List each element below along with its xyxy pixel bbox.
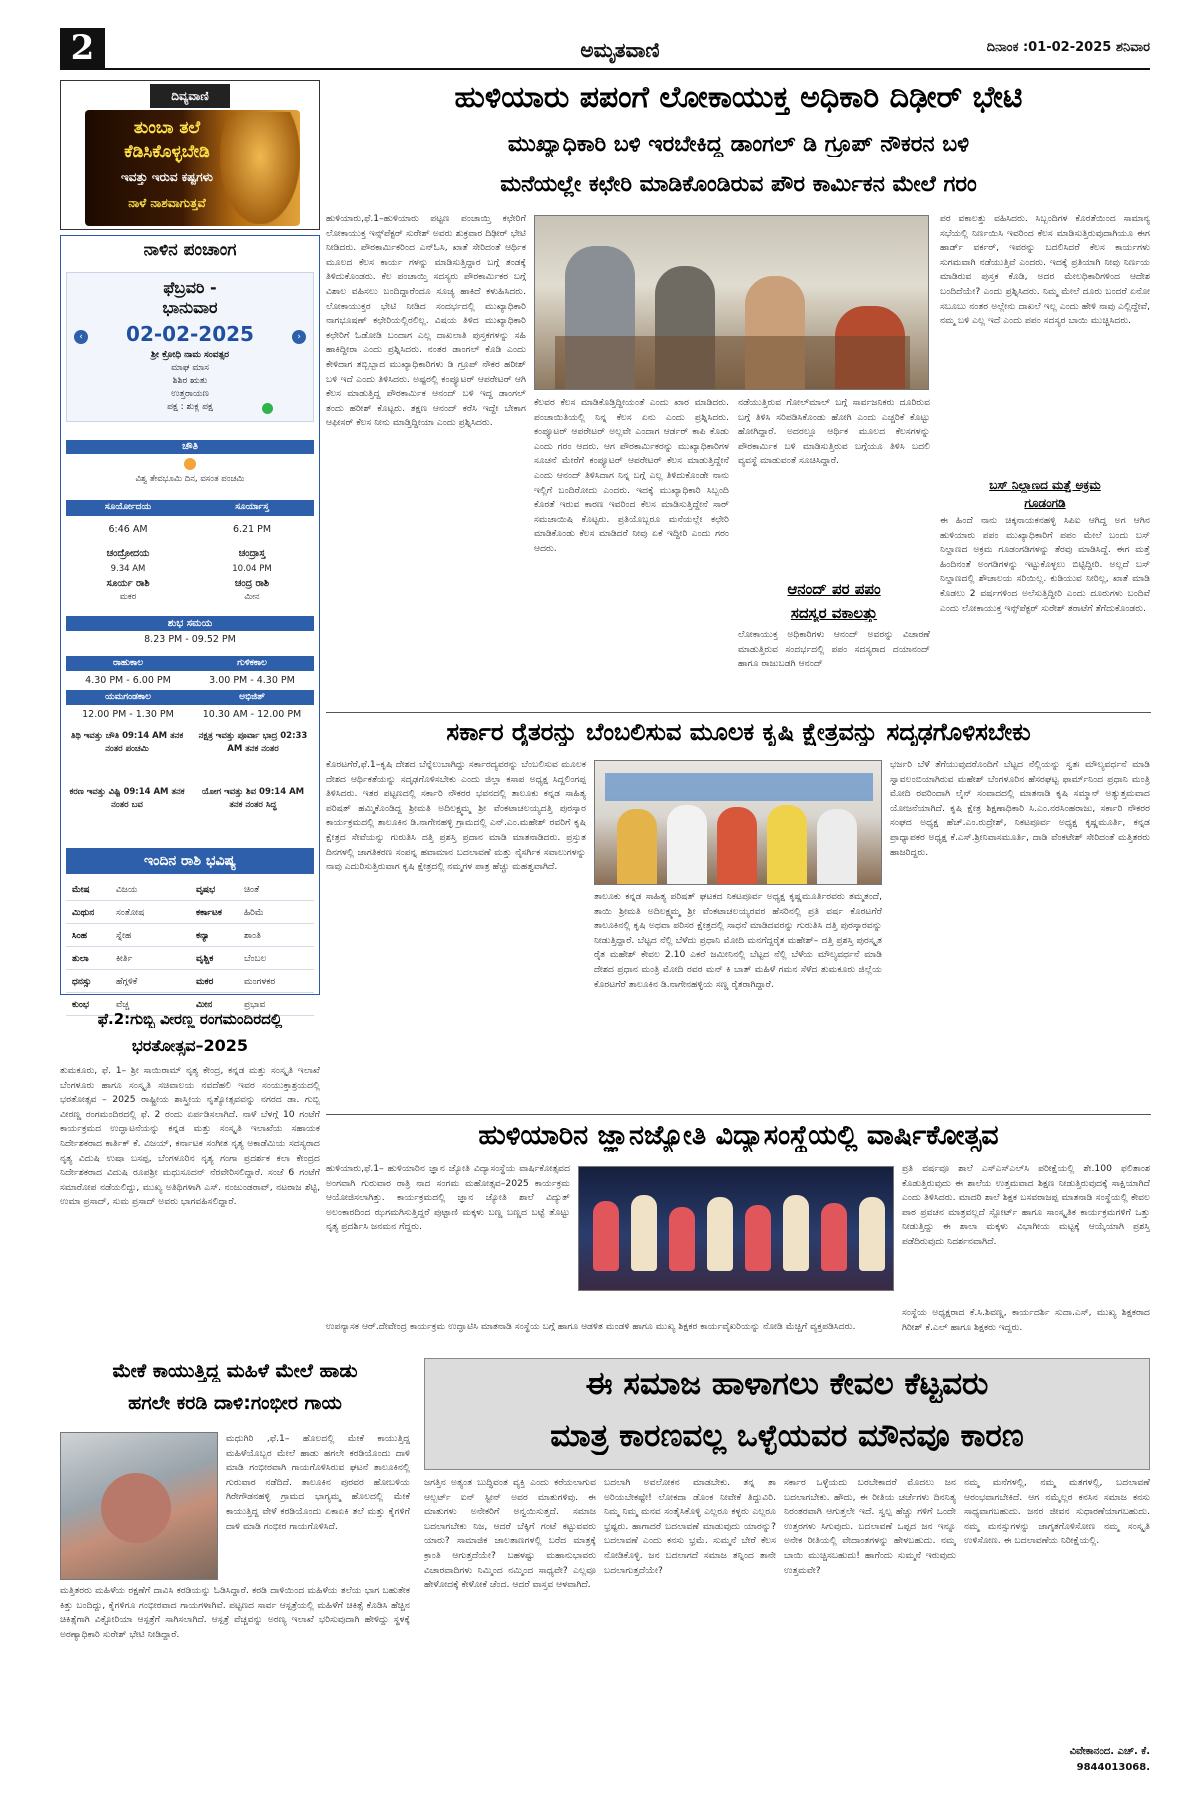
rashi-prediction: ಸಂತೋಷ [116,908,145,918]
chandra-rashi: ಮೀನ [244,592,260,602]
yama-label: ಯಮಗಂಡಕಾಲ [105,692,151,702]
rashi-name: ಮೀನ [196,1000,213,1010]
jnanajyothi-photo [578,1166,894,1291]
guest-figure-5 [817,809,857,885]
rashi-row [66,880,314,901]
festival-text: ವಿಶ್ವ ತೇವಭೂಮಿ ದಿನ, ವಸಂತ ಪಂಚಮಿ [135,474,245,484]
krishi-col-2: ತಾಲೂಕು ಕನ್ನಡ ಸಾಹಿತ್ಯ ಪರಿಷತ್ ಘಟಕದ ನಿಕಟಪೂರ್ವ ಅಧ್ಯಕ್ಷ ಕೃಷ್ಣಮೂರ್ತಿರವರು ತಮ್ಮತಂದೆ, ತಾಯಿ ಶ್ರೀಮತಿ ಅದಿಲಕ್ಷ್ಮಮ್ಮ ಶ್ರೀ ವೆಂಕಟಾಚಲಯ್ಯರವರ ಹೆಸರಿನಲ್ಲಿ ಪ್ರತಿ ವರ್ಷ ಕೊರಟಗೆರೆ ತಾಲೂಕಿನಲ್ಲಿ ಕೃಷಿ ಅಥವಾ ಪರಿಸರ ಕ್ಷೇತ್ರದಲ್ಲಿ ಸಾಧನೆ ಮಾಡಿದವರನ್ನು ಗುರುತಿಸಿ ದತ್ತಿ ಪುರಸ್ಕಾರವನ್ನು ನೀಡುತ್ತಿದ್ದಾರೆ. ಬೆಟ್ಟದ ನೆಲ್ಲಿ ಬೆಳೆದು ಪ್ರಧಾನಿ ಮೋದಿ ಮನಗೆದ್ದರೈತ ಮಹೇಶ್– ದತ್ತಿ ಪ್ರಶಸ್ತಿ ಪುರಸ್ಕೃತ ರೈತ ಮಹೇಶ್ ಕೇವಲ 2.10 ಎಕರೆ ಜಮೀನಿನಲ್ಲಿ ಬೆಟ್ಟದ ನೆಲ್ಲಿ ಬೆಳೆಯ ಮೌಲ್ಯವರ್ಧನೆ ಮಾಡಿ ದೇಶದ ಪ್ರಧಾನ ಮಂತ್ರಿ ಮೋದಿ ರವರ ಮನ್ ಕಿ ಬಾತ್ ಮಹಿಳೆ ಗಮನ ಸೆಳೆದ ತುಮಕೂರು ಜಿಲ್ಲೆಯ ಕೊರಟಗೆರೆ ತಾಲೂಕಿನ ಡಿ.ನಾಗೇನಹಳ್ಳಿಯ ಸಣ್ಣ ರೈತರಾಗಿದ್ದಾರೆ. [594,891,882,990]
rashi-name: ವೃಶ್ಚಿಕ [196,954,214,964]
banner [605,773,873,801]
krishi-col-3: ಭರ್ಜರಿ ಬೆಳೆ ತೆಗೆಯುವುದರೊಂದಿಗೆ ಬೆಟ್ಟದ ನೆಲ್ಲಿಯನ್ನು ಸ್ವತಃ ಮೌಲ್ಯವರ್ಧನೆ ಮಾಡಿ ಸ್ವಾವಲಂಬಿಯಾಗಿರುವ ಮಹೇಶ್ ಬೆಂಗಳೂರಿನ ಹೆಸರಘಟ್ಟ ಫಾರ್ಮ್‌ನಿಂದ ಪ್ರಧಾನಿ ಮಂತ್ರಿ ಮೋದಿ ರವರಿಂದಾಗಿ ಲೈನ್ ಸಂವಾದದಲ್ಲಿ ಮಾತನಾಡಿ ಕೃಷಿ ಸಮ್ಮಾನ್ ಅತ್ಯುತ್ತಮವಾದ ಯೋಜನೆಯಾಗಿದೆ. ಕೃಷಿ ಕ್ಷೇತ್ರ ಶಿಕ್ಷಣಾಧಿಕಾರಿ ಸಿ.ಎಂ.ನರಸಿಂಹರಾಜು, ಸರ್ಕಾರಿ ನೌಕರರ ಸಂಘದ ಅಧ್ಯಕ್ಷ ಹೆಚ್.ಎಂ.ರುದ್ರೇಶ್, ನಿಕಟಪೂರ್ವ ಅಧ್ಯಕ್ಷ ಕೃಷ್ಣಮೂರ್ತಿ, ಕನ್ನಡ ಪ್ರಾಧ್ಯಾಪಕರ ಅಧ್ಯಕ್ಷ ಕೆ.ಎಸ್.ಶ್ರೀನಿವಾಸಮೂರ್ತಿ, ದಾಡಿ ವೆಂಕಟೇಶ್ ಸೇರಿದಂತೆ ಮತ್ತಿತರರು ಹಾಜರಿದ್ದರು. [890,759,1150,858]
mekke-col-2: ಮತ್ತಿತರರು ಮಹಿಳೆಯ ರಕ್ಷಣೆಗೆ ದಾವಿಸಿ ಕರಡಿಯನ್ನು ಓಡಿಸಿದ್ದಾರೆ. ಕರಡಿ ದಾಳಿಯಿಂದ ಮಹಿಳೆಯ ತಲೆಯ ಭಾಗ ಬಹುತೇಕ ಕಿತ್ತು ಬಂದಿದ್ದು, ಕೈಗಳಿಗೂ ಗಂಭೀರವಾದ ಗಾಯಗಳಾಗಿವೆ. ಪಟ್ಟಣದ ಸಾರ್ವ ಆಸ್ಪತ್ರೆಯಲ್ಲಿ ಮಹಿಳೆಗೆ ಚಿಕಿತ್ಸೆ ಕೊಡಿಸಿ ಹೆಚ್ಚಿನ ಚಿಕಿತ್ಸೆಗಾಗಿ ವಿಕ್ಟೋರಿಯಾ ಆಸ್ಪತ್ರೆಗೆ ಸಾಗಿಸಲಾಗಿದೆ. ಆಸ್ಪತ್ರೆ ವೆಚ್ಚವನ್ನು ಅರಣ್ಯ ಇಲಾಖೆ ಭರಿಸುವುದಾಗಿ ಹೇಳಿದ್ದು ಸ್ಥಳಕ್ಕೆ ಅರಣ್ಯಾಧಿಕಾರಿ ಸುರೇಶ್ ಭೇಟಿ ನೀಡಿದ್ದಾರೆ. [60,1585,410,1640]
nakshatra-text: ನಕ್ಷತ್ರ ಇವತ್ತು ಪೂರ್ವಾ ಭಾದ್ರ 02:33 AM ತನಕ ನಂತರ [198,731,308,754]
dancer-3 [669,1207,695,1271]
samaja-col-4: ನಮ್ಮ ಮನೆಗಳಲ್ಲಿ, ನಮ್ಮ ಮತಗಳಲ್ಲಿ, ಬದಲಾವಣೆ ಆರಂಭವಾಗಬೇಕಿದೆ. ಆಗ ನಮ್ಮೆಲ್ಲರ ಕನಸಿನ ಸಮಾಜ ಕನಸು ಸಾಧ್ಯವಾಗಬಹುದು. ಜನರ ಜೀವನ ಸುಧಾರಣೆಯಾಗಬಹುದು. ನಮ್ಮ ಮನಸ್ಸುಗಳನ್ನು ಜಾಗೃತಗೊಳಿಸೋಣ ನಮ್ಮ ಸಂಸ್ಕೃತಿ ಉಳಿಸೋಣ. ಈ ಬದಲಾವಣೆಯ ನಿರೀಕ್ಷೆಯಲ್ಲಿ. [964,1477,1150,1547]
sunrise-label: ಸೂರ್ಯೋದಯ [104,502,152,512]
rashi-prediction: ವಿಜಯ [116,885,138,895]
rashi-row [66,926,314,947]
lokayukta-col-2: ಕೆಲವರ ಕೆಲಸ ಮಾಡಿಕೊಡ್ತಿದ್ದೀಯಂತೆ ಎಂದು ಖಾರ ಮಾಡಿದರು. ಪಂಚಾಯಿತಿಯಲ್ಲಿ ನಿನ್ನ ಕೆಲಸ ಏನು ಎಂದು ಪ್ರಶ್ನಿಸಿದರು. ಕಂಪ್ಯೂಟರ್ ಆಪರೇಟರ್ ಅಲ್ಲವೇ ಎಂದಾಗ ಆರ್ಡರ್ ಕಾಪಿ ಕೊಡು ಎಂದು ಗರಂ ಆದರು. ಆಗ ಪೌರಕಾರ್ಮಿಕರನ್ನು ಮುಖ್ಯಾಧಿಕಾರಿಗಳ ಸೂಚನೆ ಮೇರೆಗೆ ಕಂಪ್ಯೂಟರ್ ಆಪರೇಟರ್ ಕೆಲಸ ಮಾಡುತ್ತಿದ್ದೇನೆ ಎಂದು ಆನಂದ್ ತಿಳಿಸಿದಾಗ ನಿನ್ನ ಬಗ್ಗೆ ಎಲ್ಲ ತಿಳಿದುಕೊಂಡೇ ನಾನು ಇಲ್ಲಿಗೆ ಬಂದಿರೋದು ಎಂದರು. ಇದಕ್ಕೆ ಮುಖ್ಯಾಧಿಕಾರಿ ಸಿಬ್ಬಂದಿ ಕೊರತೆ ಇರುವ ಕಾರಣ ಇವರಿಂದ ಕೆಲಸ ಮಾಡಿಸುತ್ತಿದ್ದೇನೆ ಸಾರ್ ಸಮಜಾಯಿಷಿ ಕೊಟ್ಟರು. ಪ್ರತಿಯೊಬ್ಬರೂ ಮನೆಯಲ್ಲೇ ಕಛೇರಿ ಮಾಡಿಕೊಂಡು ಕೆಲಸ ಮಾಡಿದರೆ ನೀವು ಏಕೆ ಇದ್ದೀರಿ ಎಂದು ಗರಂ ಆದರು. [534,397,729,554]
rahu-label: ರಾಹುಕಾಲ [112,658,144,668]
samaja-col-1: ಜಗತ್ತಿನ ಅತ್ಯಂತ ಬುದ್ಧಿವಂತ ವ್ಯಕ್ತಿ ಎಂದು ಕರೆಯಲಾಗುವ ಆಲ್ಬರ್ಟ್ ಐನ್ ಸ್ಟೀನ್ ಅವರ ಮಾತುಗಳಿವು. ಈ ಮಾತುಗಳು ಅನೇಕರಿಗೆ ಅನ್ವಯಿಸುತ್ತದೆ. ಸಮಾಜ ಬದಲಾಗಬೇಕು ನಿಜ, ಆದರೆ ಬೆಕ್ಕಿಗೆ ಗಂಟೆ ಕಟ್ಟುವವರು ಯಾರು? ಸಾಮಾಜಿಕ ಜಾಲತಾಣಗಳಲ್ಲಿ ಬರೆದ ಮಾತ್ರಕ್ಕೆ ಕ್ರಾಂತಿ ಆಗುತ್ತದೆಯೇ? ಬಹಳಷ್ಟು ಮಹಾನುಭಾವರು ವಿಚಾರವಾದಿಗಳು ನಿಮ್ಮಿಂದ ನಮ್ಮಿಂದ ಸಾಧ್ಯವೇ? ಎಲ್ಲವೂ ಹೇಳೋದಕ್ಕೆ ಕೇಳೋಕೆ ಚೆಂದ. ಆದರೆ ವಾಸ್ತವ ಆಳವಾಗಿದೆ. [424,1477,596,1591]
panchanga-month: ಫೆಬ್ರವರಿ - [163,278,217,297]
abhijit-time: 10.30 AM - 12.00 PM [202,709,302,720]
moonrise-label: ಚಂದ್ರೋದಯ [106,548,150,559]
rashi-prediction: ಹಿರಿಮೆ [244,908,264,918]
masthead-date: ದಿನಾಂಕ :01-02-2025 ಶನಿವಾರ [986,40,1150,55]
desk [555,336,910,390]
rashi-row [66,903,314,924]
samaja-author: ವಿವೇಕಾನಂದ. ಎಚ್. ಕೆ. [1069,1746,1150,1757]
surya-rashi: ಮಕರ [119,592,137,602]
gulika-label: ಗುಳಿಕಕಾಲ [237,658,267,668]
shubha-bar: ಶುಭ ಸಮಯ [66,616,314,631]
samaja-headline-1: ಈ ಸಮಾಜ ಹಾಳಾಗಲು ಕೇವಲ ಕೆಟ್ಟವರು [585,1366,989,1402]
panchanga-title: ನಾಳಿನ ಪಂಚಾಂಗ [143,240,237,260]
lokayukta-subhead-2: ಮನೆಯಲ್ಲೇ ಕಛೇರಿ ಮಾಡಿಕೊಂಡಿರುವ ಪೌರ ಕಾರ್ಮಿಕನ ಮೇಲೆ ಗರಂ [500,172,977,197]
ganesha-icon [184,458,196,470]
rashi-name: ಮಕರ [196,977,214,987]
rashi-prediction: ಶಾಂತಿ [244,931,261,941]
masthead-title: ಅಮೃತವಾಣಿ [580,38,660,62]
rashi-row [66,972,314,993]
surya-rashi-label: ಸೂರ್ಯ ರಾಶಿ [106,578,150,589]
lokayukta-col-4b: ಈ ಹಿಂದೆ ನಾನು ಚಿಕ್ಕನಾಯಕನಹಳ್ಳಿ ಸಿಪಿಐ ಆಗಿದ್ದ ಅಗ ಆಗಿನ ಹುಳಿಯಾರು ಪಪಂ ಮುಖ್ಯಾಧಿಕಾರಿಗೆ ಪಪಂ ಮೇಲೆ ಬಂದು ಬಸ್ ನಿಲ್ದಾಣದ ಅಕ್ರಮ ಗೂಡಂಗಡಿಗಳನ್ನು ತೆರವು ಮಾಡಿಸಿದ್ದೆ. ಈಗ ಮತ್ತೆ ಹಿಂದಿನಂತೆ ಅಂಗಡಿಗಳನ್ನು ಇಟ್ಟುಕೊಳ್ಳಲು ಬಿಟ್ಟಿದ್ದೀರಿ. ಅಲ್ಲದೆ ಬಸ್ ನಿಲ್ದಾಣದಲ್ಲಿ ಶೌಚಾಲಯ ಸರಿಯಿಲ್ಲ. ಕುಡಿಯುವ ನೀರಿಲ್ಲ, ಖಾತೆ ಮಾಡಿ ಕೊಡಲು 2 ವರ್ಷಗಳಿಂದ ಅಲೆಸುತ್ತಿದ್ದೀರಿ ಎಂದು ದೂರುಗಳು ಬಂದಿವೆ ಎಂದು ಲೋಕಾಯುಕ್ತ ಇನ್ಸ್‌ಪೆಕ್ಟರ್ ಸುರೇಶ್ ತರಾಟೆಗೆ ತೆಗೆದುಕೊಂಡರು. [940,515,1150,614]
gulika-time: 3.00 PM - 4.30 PM [209,675,295,686]
samaja-col-2: ಬದಲಾಗಿ ಅವಲೋಕನ ಮಾಡಬೇಕು. ತನ್ನ ತಾ ಅರಿಯಬೇಕಷ್ಟೇ! ಲೋಕದಾ ಡೊಂಕ ನೀವೇಕೆ ತಿದ್ದುವಿರಿ. ನಿಮ್ಮ ನಿಮ್ಮ ಮನವ ಸಂತೈಸಿಕೊಳ್ಳಿ ಎಲ್ಲರೂ ಕಳ್ಳರು ಎಲ್ಲರೂ ಭ್ರಷ್ಟರು. ಹಾಗಾದರೆ ಬದಲಾವಣೆ ಮಾಡುವುದು ಯಾರನ್ನು? ಬದಲಾವಣೆ ಎಂದು ಕನಸು ಭ್ರಮೆ. ಸುಮ್ಮನೆ ಬೇರೆ ಕೆಲಸ ನೋಡಿಕೊಳ್ಳಿ. ಜನ ಬದಲಾಗದೆ ಸಮಾಜ ತನ್ನಿಂದ ತಾನೇ ಬದಲಾಗುತ್ತದೆಯೇ? [604,1477,776,1576]
rashi-title: ಇಂದಿನ ರಾಶಿ ಭವಿಷ್ಯ [66,848,314,874]
prev-day-icon[interactable]: ‹ [74,330,88,344]
divyavani-line-4: ನಾಳೆ ನಾಶವಾಗುತ್ತವೆ [128,196,206,210]
dancer-4 [707,1197,733,1271]
bharatotsava-headline-1: ಫೆ.2:ಗುಬ್ಬಿ ವೀರಣ್ಣ ರಂಗಮಂದಿರದಲ್ಲಿ [97,1010,283,1028]
sunrise-time: 6:46 AM [108,524,148,535]
chandra-rashi-label: ಚಂದ್ರ ರಾಶಿ [234,578,270,589]
rahu-time: 4.30 PM - 6.00 PM [85,675,171,686]
jnanajyothi-col-1b: ಉಪನ್ಯಾಸಕ ಆರ್.ದೇವೇಂದ್ರ ಕಾರ್ಯಕ್ರಮ ಉದ್ಘಾಟಿಸಿ ಮಾತನಾಡಿ ಸಂಸ್ಥೆಯ ಬಗ್ಗೆ ಹಾಗೂ ಆಡಳಿತ ಮಂಡಳಿ ಹಾಗೂ ಮುಖ್ಯ ಶಿಕ್ಷಕರ ಕಾರ್ಯವೈಖರಿಯನ್ನು ನೋಡಿ ಮೆಚ್ಚಿಗೆ ವ್ಯಕ್ತಪಡಿಸಿದರು. [326,1321,856,1332]
masthead-rule [60,68,1150,70]
yoga-text: ಯೋಗ ಇವತ್ತು ಶಿವ 09:14 AM ತನಕ ನಂತರ ಸಿದ್ಧ [201,787,305,810]
rashi-name: ಕರ್ಕಾಟಕ [196,908,222,918]
rashi-prediction: ಬೆಂಬಲ [244,954,267,964]
panchanga-ritu: ಶಿಶಿರ ಋತು [172,376,208,386]
lokayukta-subhead-1: ಮುಖ್ಯಾಧಿಕಾರಿ ಬಳಿ ಇರಬೇಕಿದ್ದ ಡಾಂಗಲ್ ಡಿ ಗ್ರೂಪ್ ನೌಕರನ ಬಳಿ [507,132,970,157]
rashi-name: ಕನ್ಯಾ [196,931,210,941]
panchanga-masa: ಮಾಘ ಮಾಸ [171,363,209,373]
tithi-text: ತಿಥಿ ಇವತ್ತು ಚೌತಿ 09:14 AM ತನಕ ನಂತರ ಪಂಚಮಿ [70,731,184,754]
bharatotsava-headline-2: ಭರತೋತ್ಸವ–2025 [131,1036,249,1055]
sunset-time: 6.21 PM [232,524,272,535]
guest-figure-2 [667,805,707,885]
moonset-time: 10.04 PM [232,564,272,574]
mekke-photo [60,1432,218,1580]
section-divider [326,712,1151,713]
panchanga-ayana: ಉತ್ತರಾಯಣ [171,389,209,399]
krishi-headline: ಸರ್ಕಾರ ರೈತರನ್ನು ಬೆಂಬಲಿಸುವ ಮೂಲಕ ಕೃಷಿ ಕ್ಷೇತ್ರವನ್ನು ಸದೃಢಗೊಳಿಸಬೇಕು [446,718,1031,746]
jnanajyothi-headline: ಹುಳಿಯಾರಿನ ಜ್ಞಾನಜ್ಯೋತಿ ವಿದ್ಯಾಸಂಸ್ಥೆಯಲ್ಲಿ ವಾರ್ಷಿಕೋತ್ಸವ [478,1120,999,1151]
divyavani-label: ದಿವ್ಯವಾಣಿ [150,84,230,108]
lokayukta-headline: ಹುಳಿಯಾರು ಪಪಂಗೆ ಲೋಕಾಯುಕ್ತ ಅಧಿಕಾರಿ ದಿಢೀರ್ ಭೇಟಿ [454,80,1023,115]
bharatotsava-body: ತುಮಕೂರು, ಫೆ. 1– ಶ್ರೀ ಸಾಯಿರಾಮ್ ನೃತ್ಯ ಕೇಂದ್ರ, ಕನ್ನಡ ಮತ್ತು ಸಂಸ್ಕೃತಿ ಇಲಾಖೆ ಬೆಂಗಳೂರು ಹಾಗೂ ಸಂಸ್ಕೃತಿ ಸಚಿವಾಲಯ ನವದೆಹಲಿ ಇವರ ಸಂಯುಕ್ತಾಶ್ರಯದಲ್ಲಿ ಭರತೋತ್ಸವ – 2025 ರಾಷ್ಟ್ರೀಯ ಶಾಸ್ತ್ರೀಯ ನೃತ್ಯೋತ್ಸವವನ್ನು ನಗರದ ಡಾ. ಗುಬ್ಬಿ ವೀರಣ್ಣ ರಂಗಮಂದಿರದಲ್ಲಿ ಫೆ. 2 ರಂದು ಏರ್ಪಡಿಸಲಾಗಿದೆ. ನಾಳೆ ಬೆಳಗ್ಗೆ 10 ಗಂಟೆಗೆ ಕಾರ್ಯಕ್ರಮದ ಉದ್ಘಾಟನೆಯನ್ನು ಕನ್ನಡ ಮತ್ತು ಸಂಸ್ಕೃತಿ ಇಲಾಖೆಯ ಸಹಾಯಕ ನಿರ್ದೇಶಕರಾದ ಕಾರ್ತಿಕ್ ಕೆ. ವಿಜಯ್, ಕರ್ನಾಟಕ ಸಂಗೀತ ನೃತ್ಯ ಅಕಾಡೆಮಿಯ ಸದಸ್ಯರಾದ ನೃತ್ಯ ವಿದುಷಿ ಉಷಾ ಬಸಪ್ಪ, ಬೆಂಗಳೂರಿನ ನೃತ್ಯ ಗಂಗಾ ಪ್ರದರ್ಶಕ ಕಲಾ ಕೇಂದ್ರದ ನಿರ್ದೇಶಕರಾದ ವಿದುಷಿ ರೂಪಶ್ರೀ ಮಧುಸೂದನ್ ನೆರವೇರಿಸಲಿದ್ದಾರೆ. ಸಂಜೆ 6 ಗಂಟೆಗೆ ಸಮಾರೋಪ ನಡೆಯಲಿದ್ದು, ಮುಖ್ಯ ಅತಿಥಿಗಳಾಗಿ ಎಸ್. ನಂಜುಂಡರಾವ್, ನಟರಾಜ ಶೆಟ್ಟಿ, ಉಮಾ ಪ್ರಸಾದ್, ಸುಮ ಪ್ರಸಾದ್ ಅವರು ಭಾಗವಹಿಸಲಿದ್ದಾರೆ. [60,1065,320,1208]
lokayukta-col-3b: ಲೋಕಾಯುಕ್ತ ಅಧಿಕಾರಿಗಳು ಆನಂದ್ ಅವರನ್ನು ವಿಚಾರಣೆ ಮಾಡುತ್ತಿರುವ ಸಂದರ್ಭದಲ್ಲಿ ಪಪಂ ಸದಸ್ಯರಾದ ದಯಾನಂದ್ ಹಾಗೂ ರಾಜುಬಡಗಿ ಆನಂದ್ [738,629,930,670]
bus-subhead-1: ಬಸ್ ನಿಲ್ದಾಣದ ಮತ್ತೆ ಅಕ್ರಮ [989,478,1101,492]
rashi-prediction: ವೆಚ್ಚ [116,1000,130,1010]
dancer-5 [745,1205,771,1271]
mekke-col-1: ಮಧುಗಿರಿ ,ಫೆ.1– ಹೊಲದಲ್ಲಿ ಮೇಕೆ ಕಾಯುತ್ತಿದ್ದ ಮಹಿಳೆಯೊಬ್ಬರ ಮೇಲೆ ಹಾಡು ಹಗಲೇ ಕರಡಿಯೊಂದು ದಾಳಿ ಮಾಡಿ ಗಂಭೀರವಾಗಿ ಗಾಯಗೊಳಿಸಿರುವ ಘಟನೆ ತಾಲೂಕಿನಲ್ಲಿ ಗುರುವಾರ ನಡೆದಿದೆ. ತಾಲೂಕಿನ ಪುರವರ ಹೋಬಳಿಯ ಗಿರೇಗೌಡನಹಳ್ಳಿ ಗ್ರಾಮದ ಭಾಗ್ಯಮ್ಮ ಹೊಲದಲ್ಲಿ ಮೇಕೆ ಕಾಯುತ್ತಿದ್ದ ವೇಳೆ ಕರಡಿಯೊಂದು ಏಕಾಏಕಿ ತಲೆ ಮತ್ತು ಕೈಗಳಿಗೆ ದಾಳಿ ಮಾಡಿ ಗಂಭೀರ ಗಾಯಗೊಳಿಸಿದೆ. [226,1433,410,1532]
karana-text: ಕರಣ ಇವತ್ತು ವಿಷ್ಟಿ 09:14 AM ತನಕ ನಂತರ ಬವ [69,787,185,810]
rashi-name: ಸಿಂಹ [72,931,88,941]
injured-woman-figure [101,1473,171,1543]
jnanajyothi-col-2b: ಸಂಸ್ಥೆಯ ಅಧ್ಯಕ್ಷರಾದ ಕೆ.ಸಿ.ಶಿವಣ್ಣ, ಕಾರ್ಯದರ್ಶಿ ಸುದಾ.ಎಸ್, ಮುಖ್ಯ ಶಿಕ್ಷಕರಾದ ಗಿರೀಶ್ ಕೆ.ಎಲ್ ಹಾಗೂ ಶಿಕ್ಷಕರು ಇದ್ದರು. [902,1307,1150,1333]
abhijit-label: ಅಭಿಜಿತ್ [239,692,265,702]
lokayukta-col-3: ನಡೆಯುತ್ತಿರುವ ಗೋಲ್‌ಮಾಲ್ ಬಗ್ಗೆ ಸಾರ್ವಜನಿಕರು ದೂರಿರುವ ಬಗ್ಗೆ ತಿಳಿಸಿ ಸರಿಪಡಿಸಿಕೊಂಡು ಹೋಗಿ ಎಂದು ಎಚ್ಚರಿಕೆ ಕೊಟ್ಟು ಹೋಗಿದ್ದಾರೆ. ಅದರಲ್ಲೂ ಆರ್ಥಿಕ ಮೂಲದ ಕೆಲಸಗಳನ್ನು ಪೌರಕಾರ್ಮಿಕ ಬಳಿ ಮಾಡಿಸುತ್ತಿರುವ ಬಗ್ಗೆಯೂ ತಿಳಿಸಿ ಬದಲಿ ವ್ಯವಸ್ಥೆ ಮಾಡುವಂತೆ ಸೂಚಿಸಿದ್ದಾರೆ. [738,397,930,467]
rashi-prediction: ಚಿಂತೆ [244,885,260,895]
whatsapp-icon[interactable] [262,403,273,414]
anand-subhead-2: ಸದಸ್ಯರ ವಕಾಲತ್ತು [790,604,878,622]
moonrise-time: 9.34 AM [110,564,146,574]
rashi-prediction: ಕೀರ್ತಿ [116,954,133,964]
dancer-1 [593,1201,619,1271]
next-day-icon[interactable]: › [292,330,306,344]
rashi-row [66,949,314,970]
krishi-photo [594,760,882,885]
jnanajyothi-col-1: ಹುಳಿಯಾರು,ಫೆ.1– ಹುಳಿಯಾರಿನ ಜ್ಞಾನ ಜ್ಯೋತಿ ವಿದ್ಯಾಸಂಸ್ಥೆಯ ವಾರ್ಷಿಕೋತ್ಸವದ ಅಂಗವಾಗಿ ಗುರುವಾರ ರಾತ್ರಿ ನಾದ ಸಂಗಮ ಮಹೋತ್ಸವ–2025 ಕಾರ್ಯಕ್ರಮ ಆಯೋಜಿಸಲಾಗಿತ್ತು. ಕಾರ್ಯಕ್ರಮದಲ್ಲಿ ಜ್ಞಾನ ಜ್ಯೋತಿ ಶಾಲೆ ವಿದ್ಯುತ್ ಅಲಂಕಾರದಿಂದ ಝಗಮಗಿಸುತ್ತಿದ್ದರೆ ಪುಟ್ಟಾಣಿ ಮಕ್ಕಳು ಬಣ್ಣ ಬಣ್ಣದ ಬಟ್ಟೆ ತೊಟ್ಟು ನೃತ್ಯ ಪ್ರದರ್ಶಿಸಿ ಜನಮನ ಗೆದ್ದರು. [326,1163,570,1233]
page-number: 2 [60,28,105,68]
divyavani-line-1: ತುಂಬಾ ತಲೆ [133,118,201,138]
rashi-name: ವೃಷಭ [196,885,216,895]
panchanga-paksha: ಪಕ್ಷ : ಶುಕ್ಲ ಪಕ್ಷ [167,402,213,412]
lokayukta-col-1: ಹುಳಿಯಾರು,ಫೆ.1–ಹುಳಿಯಾರು ಪಟ್ಟಣ ಪಂಚಾಯ್ತಿ ಕಛೇರಿಗೆ ಲೋಕಾಯುಕ್ತ ಇನ್ಸ್‌ಪೆಕ್ಟರ್ ಸುರೇಶ್ ಅವರು ಶುಕ್ರವಾರ ದಿಢೀರ್ ಭೇಟಿ ನೀಡಿದರು. ಪೌರಕಾರ್ಮಿಕರಿಂದ ಎನ್‌ಓಸಿ, ಖಾತೆ ಸೇರಿದಂತೆ ಆರ್ಥಿಕ ಮೂಲದ ಕೆಲಸ ಕಾರ್ಯ ಗಳನ್ನು ಮಾಡಿಸುತ್ತಿದ್ದಾರ ಬಗ್ಗೆ ತಂಡಕ್ಕೆ ತಿಳಿದುಕೊಂಡರು. ಕೆಲ ಪಂಚಾಯ್ತಿ ಸದಸ್ಯರು ಪೌರಕಾರ್ಮಿಕರ ಬಗ್ಗೆ ವಿಶಾಲ ವಹಿಸಲು ಬಂದಿದ್ದಾರೆಂದೂ ಸೂಚ್ಯ ಹಾಕಿದೆ ಕಳುಹಿಸಿದರು. ಲೋಕಾಯುಕ್ತರ ಭೇಟಿ ನೀಡಿದ ಸಂದರ್ಭದಲ್ಲಿ ಮುಖ್ಯಾಧಿಕಾರಿ ನಾಗಭೂಷಣ್ ಕಛೇರಿಯಲ್ಲಿರಲಿಲ್ಲ. ವಿಷಯ ತಿಳಿದ ಮುಖ್ಯಾಧಿಕಾರಿ ಕಛೇರಿಗೆ ಓಡೋಡಿ ಬಂದಾಗ ಎಲ್ಲ ದಾಖಲಾತಿ ಪುಸ್ತಕಗಳನ್ನು ಸಹಿ ಹಾಕಿದ್ದೀರಾ ಎಂದು ಪ್ರಶ್ನಿಸಿದರು. ನಂತರ ಡಾಂಗಲ್ ಕೊಡಿ ಎಂದು ಕೇಳಿದಾಗ ತಬ್ಬಿಬ್ಬಾದ ಮುಖ್ಯಾಧಿಕಾರಿಗಳು ಡಿ ಗ್ರೂಪ್ ನೌಕರ ಹರೀಶ್ ಬಳಿ ಇದೆ ಎಂದು ತಿಳಿಸಿದರು. ಅಷ್ಟರಲ್ಲಿ ಕಂಪ್ಯೂಟರ್ ಆಪರೇಟರ್ ಆಗಿ ಕೆಲಸ ಮಾಡುತ್ತಿದ್ದ ಪೌರಕಾರ್ಮಿಕ ಆನಂದ್ ಬಳಿ ಇದ್ದ ಡಾಂಗಲ್ ತಂದು ಹರೀಶ್ ಕೊಟ್ಟರು. ತಕ್ಷಣ ಆನಂದ್ ಕರೆಸಿ ಇದ್ದೇ ಬೇಕಾಗ ಆಫೀಸರ್ ಕೆಲಸ ನೀನು ಮಾಡ್ತಿದ್ದೀಯಾ ಎಂದು ಪ್ರಶ್ನಿಸಿದರು. [326,213,526,429]
krishi-col-1: ಕೊರಟಗೆರೆ,ಫೆ.1–ಕೃಷಿ ದೇಶದ ಬೆನ್ನೆಲುಬಾಗಿದ್ದು ಸರ್ಕಾರದ್ಯವರನ್ನು ಬೆಂಬಲಿಸುವ ಮೂಲಕ ದೇಶದ ಆರ್ಥಿಕತೆಯನ್ನು ಸದೃಢಗೊಳಿಸಬೇಕು ಎಂದು ಜಿಲ್ಲಾ ಕಸಾಪ ಅಧ್ಯಕ್ಷ ಸಿದ್ದಲಿಂಗಪ್ಪ ತಿಳಿಸಿದರು. ಇತರ ಪಟ್ಟಣದಲ್ಲಿ ಸರ್ಕಾರಿ ನೌಕರರ ಭವನದಲ್ಲಿ ತಾಲೂಕು ಕನ್ನಡ ಸಾಹಿತ್ಯ ಪರಿಷತ್ ಹಮ್ಮಿಕೊಂಡಿದ್ದ ಶ್ರೀಮತಿ ಅದಿಲಕ್ಷ್ಮಮ್ಮ ಶ್ರೀ ವೆಂಕಟಾಚಲಯ್ಯದತ್ತಿ ಪುರಸ್ಕಾರ ಕಾರ್ಯಕ್ರಮದಲ್ಲಿ ತಾಲೂಕಿನ ಡಿ.ನಾಗೇನಹಳ್ಳಿ ಗ್ರಾಮದಲ್ಲಿ ಎನ್.ಎಂ.ಮಹೇಶ್ ರವರಿಗೆ ಕೃಷಿ ಕ್ಷೇತ್ರದ ಸೇವೆಯನ್ನು ಗುರುತಿಸಿ ದತ್ತಿ ಪ್ರಶಸ್ತಿ ಪ್ರದಾನ ಮಾಡಿ ಮಾತನಾಡಿದರು. ಪ್ರಸ್ತುತ ದಿನಗಳಲ್ಲಿ ಜಾಗತಿಕರಣ ಸಂಪನ್ನ ಹವಾಮಾನ ಬದಲಾವಣೆ ಮತ್ತು ನೈಸರ್ಗಿಕ ಸವಾಲುಗಳನ್ನು ನಾವು ಎದುರಿಸುತ್ತಿರುವಾಗ ಕೃಷಿ ಕ್ಷೇತ್ರದಲ್ಲಿ ನಮ್ಮಗಳ ಪಾತ್ರ ಹೆಚ್ಚು ಮಹತ್ವವಾಗಿದೆ. [326,759,586,873]
bus-subhead-2: ಗೂಡಂಗಡಿ [1024,496,1066,510]
dancer-6 [783,1195,809,1271]
rashi-prediction: ಸ್ನೇಹ [116,931,132,941]
sunset-label: ಸೂರ್ಯಾಸ್ತ [235,502,269,512]
lokayukta-col-4: ಪರ ವಕಾಲತ್ತು ವಹಿಸಿದರು. ಸಿಬ್ಬಂದಿಗಳ ಕೊರತೆಯಿಂದ ಸಾಮಾನ್ಯ ಸಭೆಯಲ್ಲಿ ನಿರ್ಣಯಿಸಿ ಇವರಿಂದ ಕೆಲಸ ಮಾಡಿಸುತ್ತಿರುವುದಾಗಿಯೂ ಈಗ ಹಾರ್ಡ್ ವರ್ಕರ್, ಇವರನ್ನು ಬದಲಿಸಿದರೆ ಕೆಲಸ ಕಾರ್ಯಗಳು ಸುಗಮವಾಗಿ ನಡೆಯುತ್ತಿವೆ ಎಂದರು. ಇದಕ್ಕೆ ಪ್ರತಿಯಾಗಿ ನೀವು ನಿರ್ಣಯ ಮಾಡಿರುವ ಪುಸ್ತಕ ಕೊಡಿ, ಅದರ ಮೇಲಧಿಕಾರಿಗಳಿಂದ ಆದೇಶ ಬಂದಿದೆಯೇ? ಎಂದು ಪ್ರಶ್ನಿಸಿದರು. ನಿಮ್ಮ ಮೇಲೆ ದೂರು ಬಂದರೆ ಏನೋ ಸಬೂಬು ನಂತರ ಅಲ್ಲೇನು ದಾಖಲೆ ಇಲ್ಲ ಎಂದು ಹೇಳಿ ನಾವು ಎಲ್ಲಿದ್ದೇವೆ, ನಮ್ಮ ಬಳಿ ಎಲ್ಲ ಇದೆ ಎಂದು ಪಪಂ ಸದಸ್ಯರ ಬಾಯಿ ಮುಚ್ಚಿಸಿದರು. [940,213,1150,327]
lokayukta-photo [534,215,929,390]
anand-subhead-1: ಆನಂದ್ ಪರ ಪಪಂ [787,580,881,598]
guest-figure-1 [617,809,657,885]
mekke-headline-2: ಹಗಲೇ ಕರಡಿ ದಾಳಿ:ಗಂಭೀರ ಗಾಯ [128,1392,342,1414]
jnanajyothi-col-2: ಪ್ರತಿ ವರ್ಷವೂ ಶಾಲೆ ಎಸ್‌ಎಸ್‌ಎಲ್‌ಸಿ ಪರೀಕ್ಷೆಯಲ್ಲಿ ಶೇ.100 ಫಲಿತಾಂಶ ಕೊಡುತ್ತಿರುವುದು ಈ ಶಾಲೆಯ ಉತ್ತಮವಾದ ಶಿಕ್ಷಣ ನೀಡುತ್ತಿರುವುದಕ್ಕೆ ಸಾಕ್ಷಿಯಾಗಿದೆ ಎಂದು ತಿಳಿಸಿದರು. ಮಾದರಿ ಶಾಲೆ ಶಿಕ್ಷಕ ಬಸವರಾಜಪ್ಪ ಮಾತನಾಡಿ ಸಂಸ್ಥೆಯಲ್ಲಿ ಕೇವಲ ಪಾಠ ಪ್ರವಚನ ಮಾತ್ರವಲ್ಲದೆ ಸ್ಪೋರ್ಟ್ ಹಾಗೂ ಸಾಂಸ್ಕೃತಿಕ ಕಾರ್ಯಕ್ರಮಗಳಿಗೆ ಒತ್ತು ನೀಡುತ್ತಿದ್ದು ಈ ಶಾಲಾ ಮಕ್ಕಳು ವಿಭಾಗೀಯ ಮಟ್ಟಕ್ಕೆ ಆಯ್ಕೆಯಾಗಿ ಪ್ರಶಸ್ತಿ ಪಡೆದಿರುವುದು ನಿದರ್ಶನವಾಗಿದೆ. [902,1163,1150,1247]
samaja-col-3: ಸರ್ಕಾರ ಒಳ್ಳೆಯದು ಬರಬೇಕಾದರೆ ಮೊದಲು ಜನ ಬದಲಾಗಬೇಕು. ಹೌದು, ಈ ರೀತಿಯ ಚರ್ಚೆಗಳು ದಿನನಿತ್ಯ ನಿರಂತರವಾಗಿ ಆಗುತ್ತಲೇ ಇದೆ. ಸ್ವಲ್ಪ ಹೆಚ್ಚು ಗಳಿಗೆ ಒಂದೇ ಉತ್ತರಗಳು ಸಿಗುವುದು. ಬದಲಾವಣೆ ಒಪ್ಪದ ಜನ ಇನ್ನೂ ಅನೇಕ ರೀತಿಯಲ್ಲಿ ವೇದಾಂತಗಳನ್ನು ಹೇಳಬಹುದು. ನಮ್ಮ ಬಾಯಿ ಮುಚ್ಚಿಸಬಹುದು! ಹಾಗೆಂದು ಸುಮ್ಮನೆ ಇರುವುದು ಉತ್ತಮವೇ? [784,1477,956,1576]
rashi-name: ಕುಂಭ [72,1000,90,1010]
rashi-name: ಮೇಷ [72,885,90,895]
dancer-7 [821,1203,847,1271]
samaja-phone: 9844013068. [1076,1762,1150,1773]
panchanga-weekday: ಭಾನುವಾರ [162,298,218,317]
divyavani-line-3: ಇವತ್ತು ಇರುವ ಕಷ್ಟಗಳು [121,170,213,184]
dancer-2 [631,1195,657,1271]
shubha-time: 8.23 PM - 09.52 PM [144,634,236,645]
rashi-prediction: ಪ್ರಭಾವ [244,1000,266,1010]
dancer-8 [859,1197,885,1271]
section-divider-2 [326,1114,1151,1115]
rashi-name: ತುಲಾ [72,954,89,964]
mekke-headline-1: ಮೇಕೆ ಕಾಯುತ್ತಿದ್ದ ಮಹಿಳೆ ಮೇಲೆ ಹಾಡು [112,1360,358,1382]
chauti-bar: ಚೌತಿ [66,440,314,454]
rashi-prediction: ಹೆಗ್ಗಳಿಕೆ [116,977,138,987]
rashi-name: ಧನಸ್ಸು [72,977,92,987]
rashi-name: ಮಿಥುನ [72,908,95,918]
yama-time: 12.00 PM - 1.30 PM [82,709,174,720]
divyavani-line-2: ಕೆಡಿಸಿಕೊಳ್ಳಬೇಡಿ [124,142,210,162]
guest-figure-4 [767,805,807,885]
guest-figure-3 [717,807,757,885]
panchanga-date: 02-02-2025 [126,322,254,346]
samaja-headline-2: ಮಾತ್ರ ಕಾರಣವಲ್ಲ ಒಳ್ಳೆಯವರ ಮೌನವೂ ಕಾರಣ [550,1418,1024,1454]
moonset-label: ಚಂದ್ರಾಸ್ತ [238,548,266,559]
panchanga-samvatsara: ಶ್ರೀ ಕ್ರೋಧಿ ನಾಮ ಸಂವತ್ಸರ [151,350,229,360]
rashi-prediction: ಮಂಗಳಕರ [244,977,276,987]
